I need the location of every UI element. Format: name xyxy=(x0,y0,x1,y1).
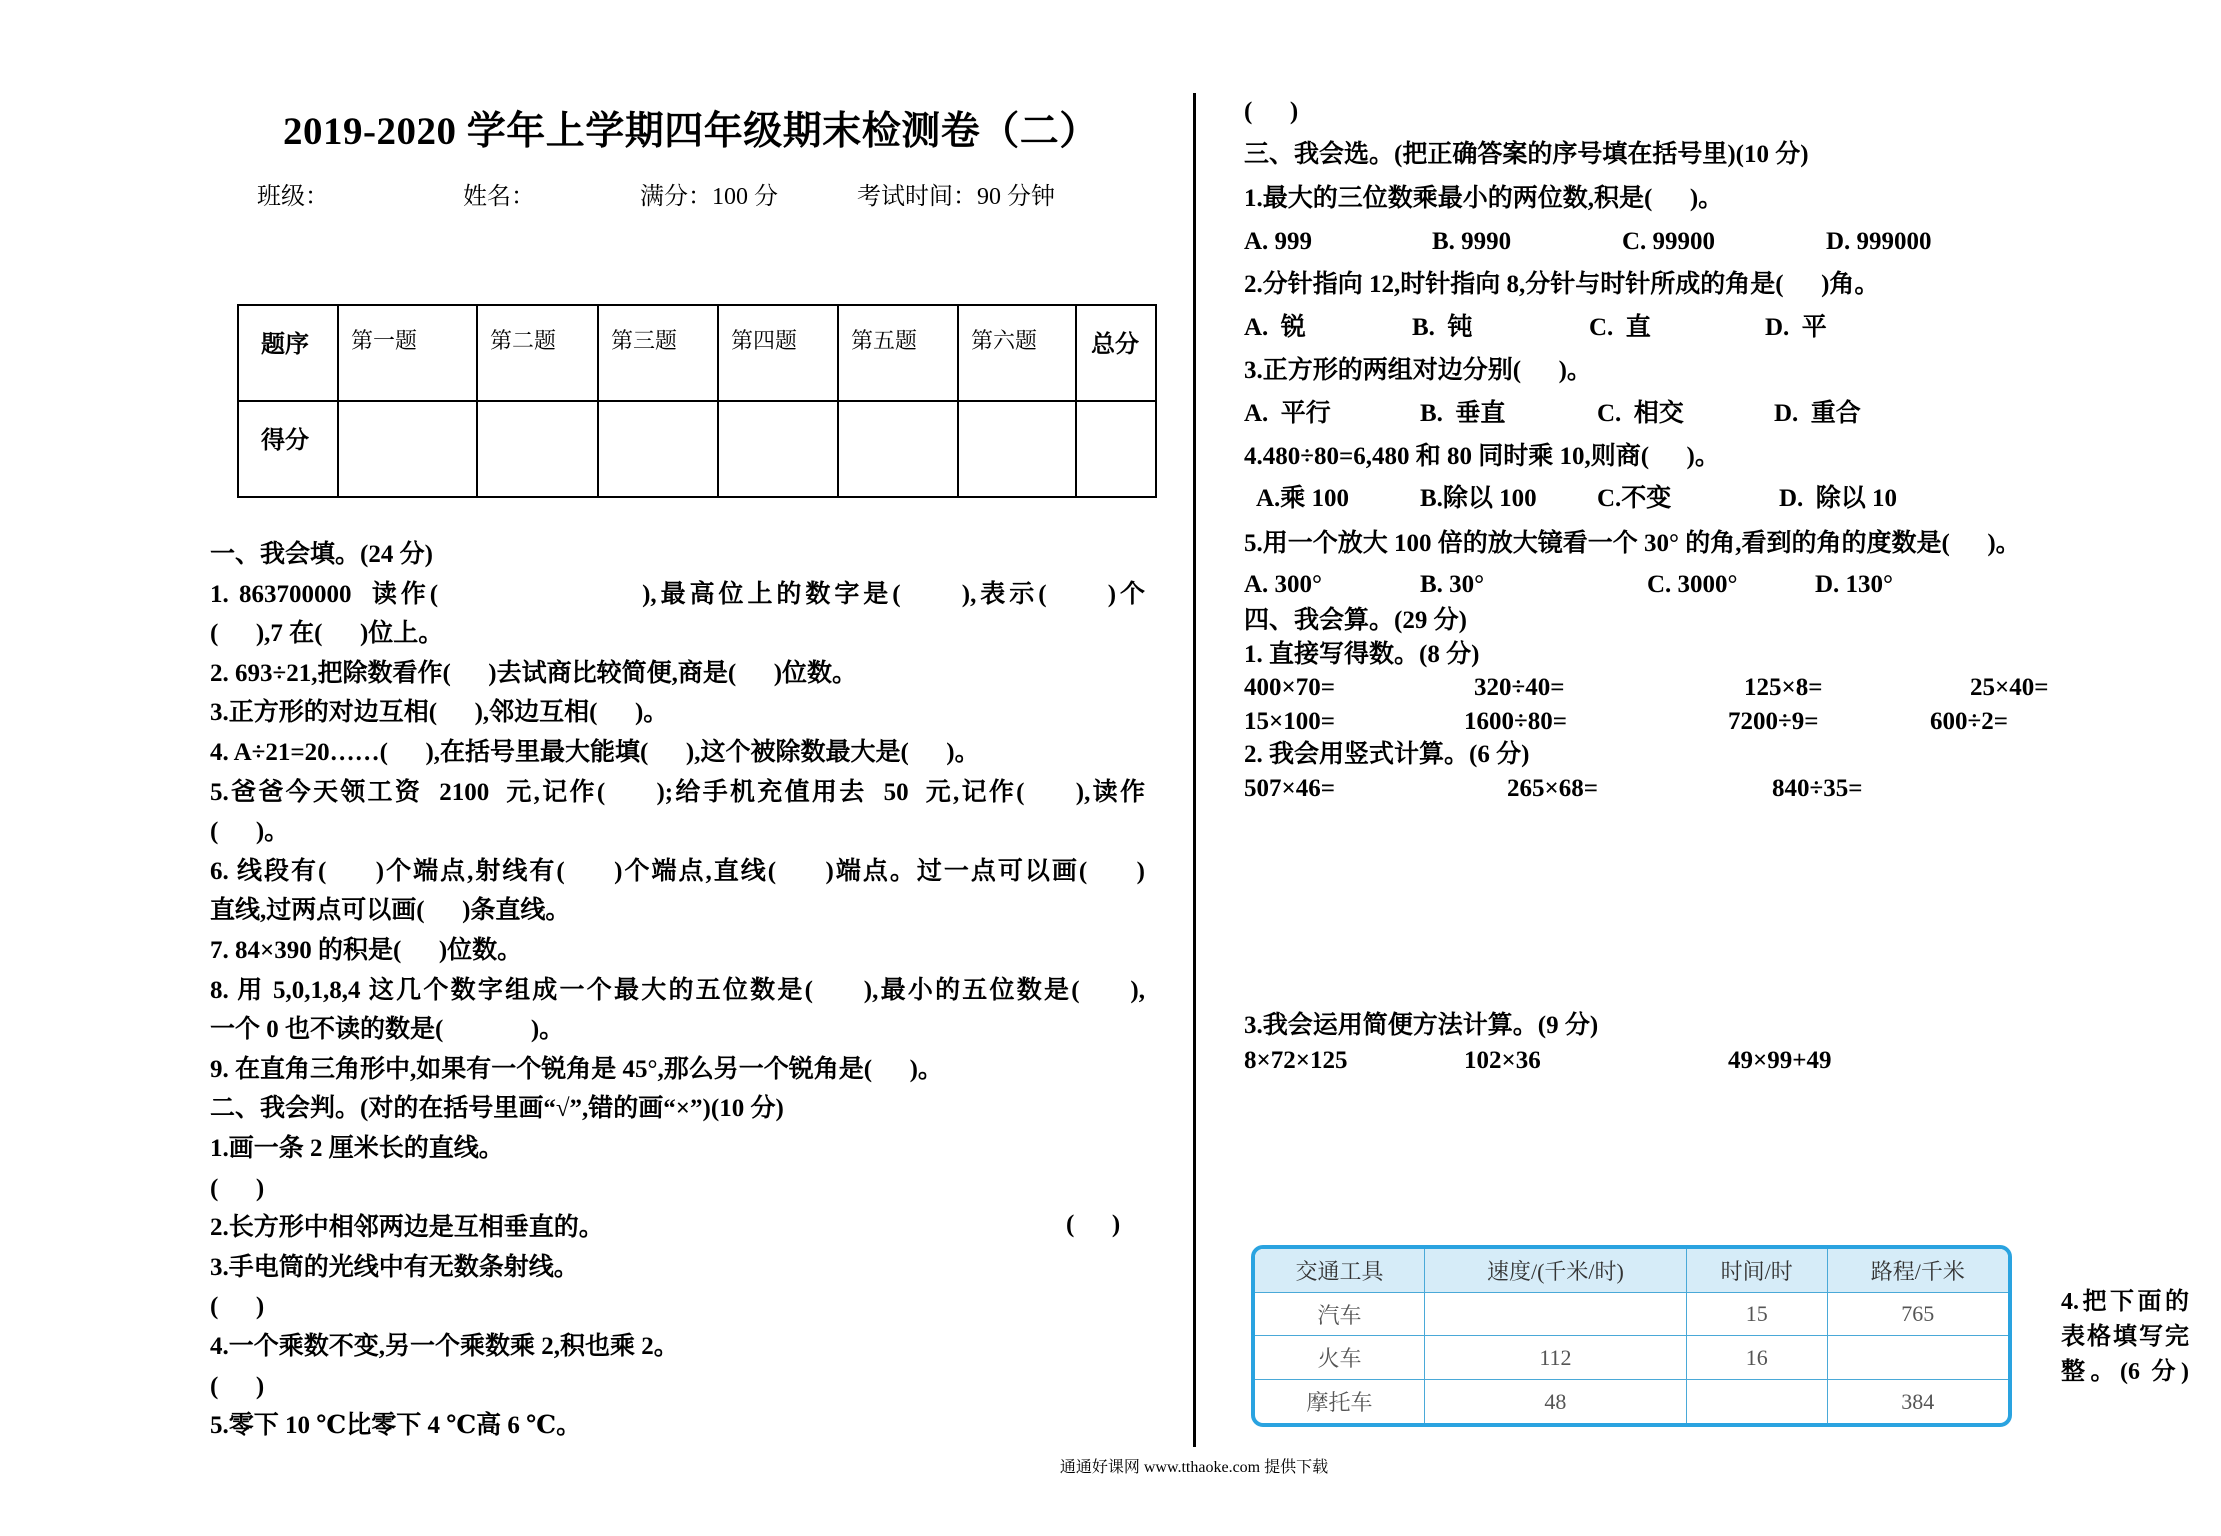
score-header-cell: 第一题 xyxy=(338,305,477,401)
question-line: 9. 在直角三角形中,如果有一个锐角是 45°,那么另一个锐角是( )。 xyxy=(210,1055,943,1083)
answer-bracket[interactable]: ( ) xyxy=(210,1174,265,1202)
calc-expression: 840÷35= xyxy=(1772,775,1863,802)
answer-option[interactable]: D. 平 xyxy=(1765,314,1827,341)
question-line: 2.分针指向 12,时针指向 8,分针与时针所成的角是( )角。 xyxy=(1244,271,1880,298)
score-row-label: 得分 xyxy=(238,401,338,497)
transport-header: 路程/千米 xyxy=(1827,1249,2008,1292)
score-header-cell: 题序 xyxy=(238,305,338,401)
calc-expression: 600÷2= xyxy=(1930,708,2008,735)
transport-header: 时间/时 xyxy=(1686,1249,1827,1292)
score-cell[interactable] xyxy=(718,401,838,497)
answer-option[interactable]: B. 垂直 xyxy=(1420,400,1506,427)
calc-expression: 265×68= xyxy=(1507,775,1598,802)
answer-bracket[interactable]: ( ) xyxy=(1066,1211,1121,1238)
transport-cell: 112 xyxy=(1424,1336,1686,1380)
answer-option[interactable]: A. 平行 xyxy=(1244,400,1331,427)
question-line: 2.长方形中相邻两边是互相垂直的。 xyxy=(210,1214,604,1242)
answer-option[interactable]: A. 300° xyxy=(1244,571,1323,598)
transport-cell[interactable] xyxy=(1827,1336,2008,1380)
answer-bracket[interactable]: ( )。 xyxy=(210,818,290,846)
score-table-row xyxy=(238,401,1156,497)
answer-option[interactable]: C. 直 xyxy=(1589,314,1651,341)
score-header-cell: 第二题 xyxy=(477,305,598,401)
question-line: 1.最大的三位数乘最小的两位数,积是( )。 xyxy=(1244,185,1724,212)
question-line: 1. 直接写得数。(8 分) xyxy=(1244,641,1480,668)
name-label: 姓名： xyxy=(463,184,535,210)
full-score: 满分：100 分 xyxy=(640,184,778,210)
calc-expression: 320÷40= xyxy=(1474,674,1565,701)
score-header-cell: 第四题 xyxy=(718,305,838,401)
exam-title: 2019-2020 学年上学期四年级期末检测卷（二） xyxy=(283,110,1099,153)
answer-option[interactable]: C. 相交 xyxy=(1597,400,1684,427)
question-line: 3.正方形的对边互相( ),邻边互相( )。 xyxy=(210,699,669,727)
score-table xyxy=(237,304,1157,498)
question-line: 8. 用 5,0,1,8,4 这几个数字组成一个最大的五位数是( ),最小的五位数是( ), xyxy=(210,976,1145,1004)
calc-expression: 400×70= xyxy=(1244,674,1335,701)
answer-option[interactable]: D. 重合 xyxy=(1774,400,1861,427)
question-line: 5.用一个放大 100 倍的放大镜看一个 30° 的角,看到的角的度数是( )。 xyxy=(1244,530,2021,557)
question-line: 4. A÷21=20……( ),在括号里最大能填( ),这个被除数最大是( )。 xyxy=(210,739,980,766)
calc-expression: 15×100= xyxy=(1244,708,1335,735)
question-line: 直线,过两点可以画( )条直线。 xyxy=(210,897,571,925)
score-cell[interactable] xyxy=(477,401,598,497)
calc-expression: 125×8= xyxy=(1744,674,1823,701)
question-line: 7. 84×390 的积是( )位数。 xyxy=(210,937,523,964)
answer-bracket[interactable]: ( ) xyxy=(1244,98,1299,125)
answer-option[interactable]: A. 999 xyxy=(1244,228,1313,255)
question-line: 6. 线段有( )个端点,射线有( )个端点,直线( )端点。过一点可以画( ) xyxy=(210,857,1145,885)
transport-header: 交通工具 xyxy=(1255,1249,1424,1292)
question-line: 1. 863700000 读作( ),最高位上的数字是( ),表示( )个 xyxy=(210,580,1145,608)
score-table-header-row xyxy=(238,305,1156,401)
answer-option[interactable]: A.乘 100 xyxy=(1256,485,1350,512)
question-line: 4.480÷80=6,480 和 80 同时乘 10,则商( )。 xyxy=(1244,443,1720,470)
calc-expression: 49×99+49 xyxy=(1728,1047,1832,1074)
question-line: 3.手电筒的光线中有无数条射线。 xyxy=(210,1253,579,1281)
column-divider xyxy=(1193,93,1196,1447)
transport-cell: 火车 xyxy=(1255,1336,1424,1380)
question-line: ( ),7 在( )位上。 xyxy=(210,620,444,648)
answer-bracket[interactable]: ( ) xyxy=(210,1372,265,1400)
transport-cell: 765 xyxy=(1827,1292,2008,1336)
answer-option[interactable]: B. 钝 xyxy=(1412,314,1473,341)
transport-cell: 15 xyxy=(1686,1292,1827,1336)
answer-option[interactable]: D. 130° xyxy=(1815,571,1894,598)
answer-bracket[interactable]: ( ) xyxy=(210,1293,265,1321)
transport-cell[interactable] xyxy=(1424,1292,1686,1336)
question-line: 4.一个乘数不变,另一个乘数乘 2,积也乘 2。 xyxy=(210,1333,679,1360)
transport-cell: 384 xyxy=(1827,1380,2008,1423)
exam-time: 考试时间：90 分钟 xyxy=(857,184,1055,210)
calc-expression: 25×40= xyxy=(1970,674,2049,701)
score-header-cell: 总分 xyxy=(1076,305,1156,401)
score-cell[interactable] xyxy=(338,401,477,497)
table-question-label: 4.把下面的表格填写完整。(6 分) xyxy=(2061,1289,2189,1385)
question-line: 1.画一条 2 厘米长的直线。 xyxy=(210,1135,504,1162)
question-line: 3.正方形的两组对边分别( )。 xyxy=(1244,357,1592,384)
answer-option[interactable]: C. 3000° xyxy=(1647,571,1738,598)
answer-option[interactable]: C. 99900 xyxy=(1622,228,1716,255)
transport-row xyxy=(1255,1380,2008,1423)
score-cell[interactable] xyxy=(838,401,958,497)
question-line: 一个 0 也不读的数是( )。 xyxy=(210,1016,565,1044)
answer-option[interactable]: B. 30° xyxy=(1420,571,1485,598)
answer-option[interactable]: B.除以 100 xyxy=(1420,485,1537,512)
section-heading: 四、我会算。(29 分) xyxy=(1244,607,1467,634)
transport-row xyxy=(1255,1292,2008,1336)
calc-expression: 1600÷80= xyxy=(1464,708,1567,735)
score-header-cell: 第三题 xyxy=(598,305,718,401)
score-cell[interactable] xyxy=(598,401,718,497)
calc-expression: 8×72×125 xyxy=(1244,1047,1348,1074)
answer-option[interactable]: A. 锐 xyxy=(1244,314,1306,341)
transport-header-row xyxy=(1255,1249,2008,1292)
score-header-cell: 第六题 xyxy=(958,305,1076,401)
calc-expression: 7200÷9= xyxy=(1728,708,1819,735)
section-heading: 二、我会判。(对的在括号里画“√”,错的画“×”)(10 分) xyxy=(210,1095,784,1123)
question-line: 2. 我会用竖式计算。(6 分) xyxy=(1244,741,1530,768)
section-heading: 三、我会选。(把正确答案的序号填在括号里)(10 分) xyxy=(1244,141,1809,168)
question-line: 5.零下 10 ℃比零下 4 ℃高 6 ℃。 xyxy=(210,1412,582,1440)
transport-header: 速度/(千米/时) xyxy=(1424,1249,1686,1292)
question-line: 2. 693÷21,把除数看作( )去试商比较简便,商是( )位数。 xyxy=(210,659,858,687)
transport-cell: 摩托车 xyxy=(1255,1380,1424,1423)
section-heading: 一、我会填。(24 分) xyxy=(210,541,433,568)
answer-option[interactable]: D. 999000 xyxy=(1826,228,1932,255)
transport-table xyxy=(1251,1245,2012,1427)
score-cell[interactable] xyxy=(1076,401,1156,497)
calc-expression: 507×46= xyxy=(1244,775,1335,802)
footer-credit: 通通好课网 www.tthaoke.com 提供下载 xyxy=(1059,1459,1329,1476)
calc-expression: 102×36 xyxy=(1464,1047,1541,1074)
answer-option[interactable]: C.不变 xyxy=(1597,485,1672,512)
question-line: 3.我会运用简便方法计算。(9 分) xyxy=(1244,1012,1599,1039)
transport-cell: 汽车 xyxy=(1255,1292,1424,1336)
question-line: 5.爸爸今天领工资 2100 元,记作( );给手机充值用去 50 元,记作( ),读作 xyxy=(210,778,1145,806)
class-label: 班级： xyxy=(257,184,329,210)
score-header-cell: 第五题 xyxy=(838,305,958,401)
answer-option[interactable]: D. 除以 10 xyxy=(1779,485,1898,512)
transport-cell: 48 xyxy=(1424,1380,1686,1423)
answer-option[interactable]: B. 9990 xyxy=(1432,228,1512,255)
transport-cell: 16 xyxy=(1686,1336,1827,1380)
transport-cell[interactable] xyxy=(1686,1380,1827,1423)
transport-row xyxy=(1255,1336,2008,1380)
score-cell[interactable] xyxy=(958,401,1076,497)
